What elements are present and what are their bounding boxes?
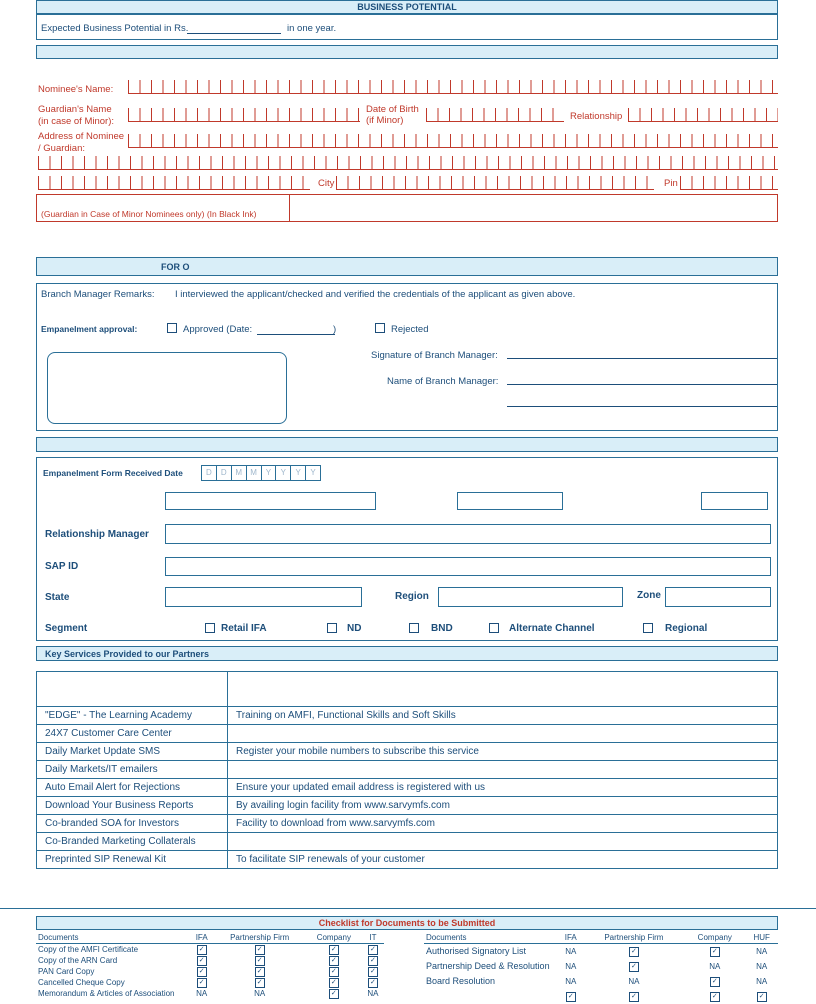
doc-name: Memorandum & Articles of Association (38, 989, 175, 998)
col-ifa: IFA (564, 933, 577, 942)
checked-box-icon: ✓ (255, 978, 265, 988)
checked-box-icon: ✓ (710, 977, 720, 987)
service-detail (228, 833, 778, 851)
na-cell: NA (565, 961, 577, 971)
region-label: Region (395, 591, 429, 602)
segment-retail-checkbox[interactable] (205, 623, 215, 633)
col-partnership: Partnership Firm (604, 933, 664, 942)
checked-box-icon: ✓ (197, 945, 207, 955)
check-cell (362, 955, 384, 966)
table-row (37, 707, 778, 725)
sap-field[interactable] (165, 557, 771, 576)
doc-name: Copy of the AMFI Certificate (38, 945, 139, 954)
doc-name: PAN Card Copy (38, 967, 95, 976)
service-name: "EDGE" - The Learning Academy (37, 707, 228, 725)
table-row (37, 779, 778, 797)
code-field-3[interactable] (701, 492, 768, 510)
page-divider (0, 908, 816, 909)
approved-close: ) (333, 324, 337, 335)
nominee-name-boxes[interactable] (128, 80, 778, 94)
segment-alternate-checkbox[interactable] (489, 623, 499, 633)
table-row (37, 833, 778, 851)
check-cell (306, 988, 362, 999)
dob-boxes[interactable] (426, 108, 564, 122)
services-header (36, 646, 778, 661)
service-detail (228, 725, 778, 743)
doc-name: Authorised Signatory List (426, 946, 527, 957)
checklist-header (36, 916, 778, 930)
na-cell: NA (756, 976, 768, 986)
services-head-row (37, 672, 778, 707)
na-cell: NA (196, 989, 208, 998)
internal-box (36, 457, 778, 641)
col-company: Company (697, 933, 732, 942)
table-row (36, 988, 384, 999)
table-row (37, 743, 778, 761)
table-row (36, 944, 384, 956)
col-documents: Documents (38, 933, 79, 942)
approval-label: Empanelment approval: (41, 324, 138, 334)
checked-box-icon: ✓ (329, 989, 339, 999)
internal-header-bar (36, 437, 778, 452)
region-field[interactable] (438, 587, 623, 607)
name-bm-field[interactable] (507, 384, 777, 385)
table-row (37, 815, 778, 833)
check-cell (306, 966, 362, 977)
zone-field[interactable] (665, 587, 771, 607)
checked-box-icon: ✓ (255, 945, 265, 955)
service-name: Co-branded SOA for Investors (37, 815, 228, 833)
office-header (36, 257, 778, 276)
signature-label: (Guardian in Case of Minor Nominees only) (In Black Ink) (41, 209, 257, 219)
check-cell (584, 989, 685, 1004)
segment-nd-label: ND (347, 623, 362, 634)
date-m1: M (232, 466, 247, 480)
check-cell (362, 977, 384, 988)
na-cell: NA (367, 989, 379, 998)
pin-boxes[interactable] (680, 176, 778, 190)
check-cell (306, 944, 362, 956)
table-row (424, 974, 778, 989)
col-documents: Documents (426, 933, 467, 942)
code-field-2[interactable] (457, 492, 563, 510)
na-cell: NA (565, 946, 577, 956)
date-y1: Y (262, 466, 277, 480)
services-table (36, 671, 778, 869)
approved-label: Approved (Date: (183, 324, 253, 335)
col-ifa: IFA (195, 933, 208, 942)
date-y4: Y (310, 468, 316, 477)
business-potential-title: BUSINESS POTENTIAL (357, 2, 457, 12)
service-name: Daily Markets/IT emailers (37, 761, 228, 779)
col-company: Company (316, 933, 351, 942)
check-cell (558, 989, 584, 1004)
doc-name: Copy of the ARN Card (38, 956, 118, 965)
relationship-label: Relationship (570, 111, 623, 122)
guardian-name-label: Guardian's Name (in case of Minor): (38, 104, 115, 127)
zone-label: Zone (637, 590, 661, 601)
na-cell: NA (709, 961, 721, 971)
date-y2: Y (276, 466, 291, 480)
extra-bm-field[interactable] (507, 406, 777, 407)
city-label: City (318, 178, 335, 189)
address-boxes-1[interactable] (128, 134, 778, 148)
date-m2: M (247, 466, 262, 480)
segment-nd-checkbox[interactable] (327, 623, 337, 633)
checked-box-icon: ✓ (629, 947, 639, 957)
office-box (36, 283, 778, 431)
checked-box-icon: ✓ (329, 945, 339, 955)
checked-box-icon: ✓ (329, 978, 339, 988)
checklist-right-table (424, 932, 778, 1004)
check-cell (306, 977, 362, 988)
segment-retail-label: Retail IFA (221, 623, 267, 634)
table-row (37, 725, 778, 743)
code-field-1[interactable] (165, 492, 376, 510)
service-detail: Training on AMFI, Functional Skills and Soft Skills (228, 707, 778, 725)
checked-box-icon: ✓ (197, 967, 207, 977)
table-row (36, 955, 384, 966)
checked-box-icon: ✓ (710, 947, 720, 957)
na-cell: NA (756, 946, 768, 956)
check-cell (362, 966, 384, 977)
na-cell: NA (254, 989, 266, 998)
address-boxes-3[interactable] (38, 176, 310, 190)
check-cell (213, 944, 305, 956)
state-label: State (45, 592, 70, 603)
service-name: Auto Email Alert for Rejections (37, 779, 228, 797)
dob-label: Date of Birth (if Minor) (366, 104, 419, 126)
business-potential-header (36, 0, 778, 14)
sap-label: SAP ID (45, 561, 79, 572)
services-title: Key Services Provided to our Partners (45, 648, 210, 659)
check-cell (584, 959, 685, 974)
date-y3: Y (291, 466, 306, 480)
date-d2: D (217, 466, 232, 480)
checked-box-icon: ✓ (368, 978, 378, 988)
checked-box-icon: ✓ (629, 992, 639, 1002)
check-cell (362, 944, 384, 956)
check-cell (745, 989, 778, 1004)
segment-regional-label: Regional (665, 623, 708, 634)
segment-bnd-label: BND (431, 623, 453, 634)
na-cell: NA (756, 961, 768, 971)
service-name: Co-Branded Marketing Collaterals (37, 833, 228, 851)
service-name: Daily Market Update SMS (37, 743, 228, 761)
col-huf: HUF (753, 933, 770, 942)
check-cell (190, 955, 213, 966)
service-name: Download Your Business Reports (37, 797, 228, 815)
rejected-checkbox[interactable] (375, 323, 385, 333)
date-d1: D (202, 466, 217, 480)
check-cell (213, 955, 305, 966)
table-row (424, 959, 778, 974)
guardian-name-boxes[interactable] (128, 108, 360, 122)
remarks-label: Branch Manager Remarks: (41, 289, 155, 300)
table-row (37, 797, 778, 815)
check-cell (190, 966, 213, 977)
checklist-left-table (36, 932, 384, 999)
checked-box-icon: ✓ (629, 962, 639, 972)
checklist-title: Checklist for Documents to be Submitted (318, 918, 496, 928)
service-detail (228, 761, 778, 779)
checklist-left-head (36, 932, 384, 944)
approved-checkbox[interactable] (167, 323, 177, 333)
doc-name: Cancelled Cheque Copy (38, 978, 125, 987)
checked-box-icon: ✓ (757, 992, 767, 1002)
remarks-text: I interviewed the applicant/checked and verified the credentials of the applicant as given above. (175, 289, 576, 300)
check-cell (684, 944, 745, 959)
segment-regional-checkbox[interactable] (643, 623, 653, 633)
address-boxes-2[interactable] (38, 156, 778, 170)
rm-label: Relationship Manager (45, 529, 149, 540)
city-boxes[interactable] (336, 176, 654, 190)
table-row (36, 977, 384, 988)
check-cell (213, 977, 305, 988)
checked-box-icon: ✓ (368, 967, 378, 977)
service-detail: Facility to download from www.sarvymfs.com (228, 815, 778, 833)
checklist-right-head (424, 932, 778, 944)
received-date-label: Empanelment Form Received Date (43, 468, 183, 478)
na-cell: NA (565, 976, 577, 986)
potential-suffix: in one year. (287, 23, 337, 34)
check-cell (190, 977, 213, 988)
relationship-boxes[interactable] (628, 108, 778, 122)
table-row (37, 761, 778, 779)
doc-name: Board Resolution (426, 976, 496, 986)
segment-alternate-label: Alternate Channel (509, 623, 595, 634)
col-it: IT (369, 933, 377, 942)
service-name: Preprinted SIP Renewal Kit (37, 851, 228, 869)
business-potential-box (36, 14, 778, 40)
potential-amount-field[interactable] (187, 33, 281, 34)
doc-name (424, 989, 558, 1004)
checked-box-icon: ✓ (255, 956, 265, 966)
rm-field[interactable] (165, 524, 771, 544)
service-detail: To facilitate SIP renewals of your customer (228, 851, 778, 869)
sig-bm-label: Signature of Branch Manager: (371, 350, 498, 361)
check-cell (684, 974, 745, 989)
received-date-boxes[interactable] (201, 465, 321, 481)
service-detail: Ensure your updated email address is registered with us (228, 779, 778, 797)
table-row (424, 989, 778, 1004)
service-detail: Register your mobile numbers to subscribe this service (228, 743, 778, 761)
check-cell (684, 989, 745, 1004)
branch-stamp-box[interactable] (47, 352, 287, 424)
checked-box-icon: ✓ (329, 967, 339, 977)
check-cell (306, 955, 362, 966)
na-cell: NA (628, 976, 640, 986)
checked-box-icon: ✓ (368, 945, 378, 955)
table-row (37, 851, 778, 869)
approval-date-field[interactable] (257, 334, 335, 335)
check-cell (213, 966, 305, 977)
segment-bnd-checkbox[interactable] (409, 623, 419, 633)
signature-label-cell (36, 194, 290, 222)
checked-box-icon: ✓ (197, 978, 207, 988)
service-name: 24X7 Customer Care Center (37, 725, 228, 743)
service-detail: By availing login facility from www.sarvymfs.com (228, 797, 778, 815)
checked-box-icon: ✓ (255, 967, 265, 977)
segment-label: Segment (45, 623, 88, 634)
table-row (36, 966, 384, 977)
state-field[interactable] (165, 587, 362, 607)
check-cell (584, 944, 685, 959)
check-cell (190, 944, 213, 956)
table-row (424, 944, 778, 959)
name-bm-label: Name of Branch Manager: (387, 376, 499, 387)
nominee-header-bar (36, 45, 778, 59)
office-title: FOR O (161, 261, 190, 272)
pin-label: Pin (664, 178, 678, 189)
col-partnership: Partnership Firm (230, 933, 290, 942)
sig-bm-field[interactable] (507, 358, 777, 359)
checked-box-icon: ✓ (710, 992, 720, 1002)
checked-box-icon: ✓ (368, 956, 378, 966)
nominee-signature-box[interactable] (36, 194, 778, 222)
rejected-label: Rejected (391, 324, 429, 335)
nominee-name-label: Nominee's Name: (38, 84, 114, 95)
checked-box-icon: ✓ (329, 956, 339, 966)
potential-prefix: Expected Business Potential in Rs. (41, 23, 189, 34)
address-label: Address of Nominee / Guardian: (38, 131, 125, 154)
checked-box-icon: ✓ (566, 992, 576, 1002)
doc-name: Partnership Deed & Resolution (426, 961, 550, 971)
checked-box-icon: ✓ (197, 956, 207, 966)
